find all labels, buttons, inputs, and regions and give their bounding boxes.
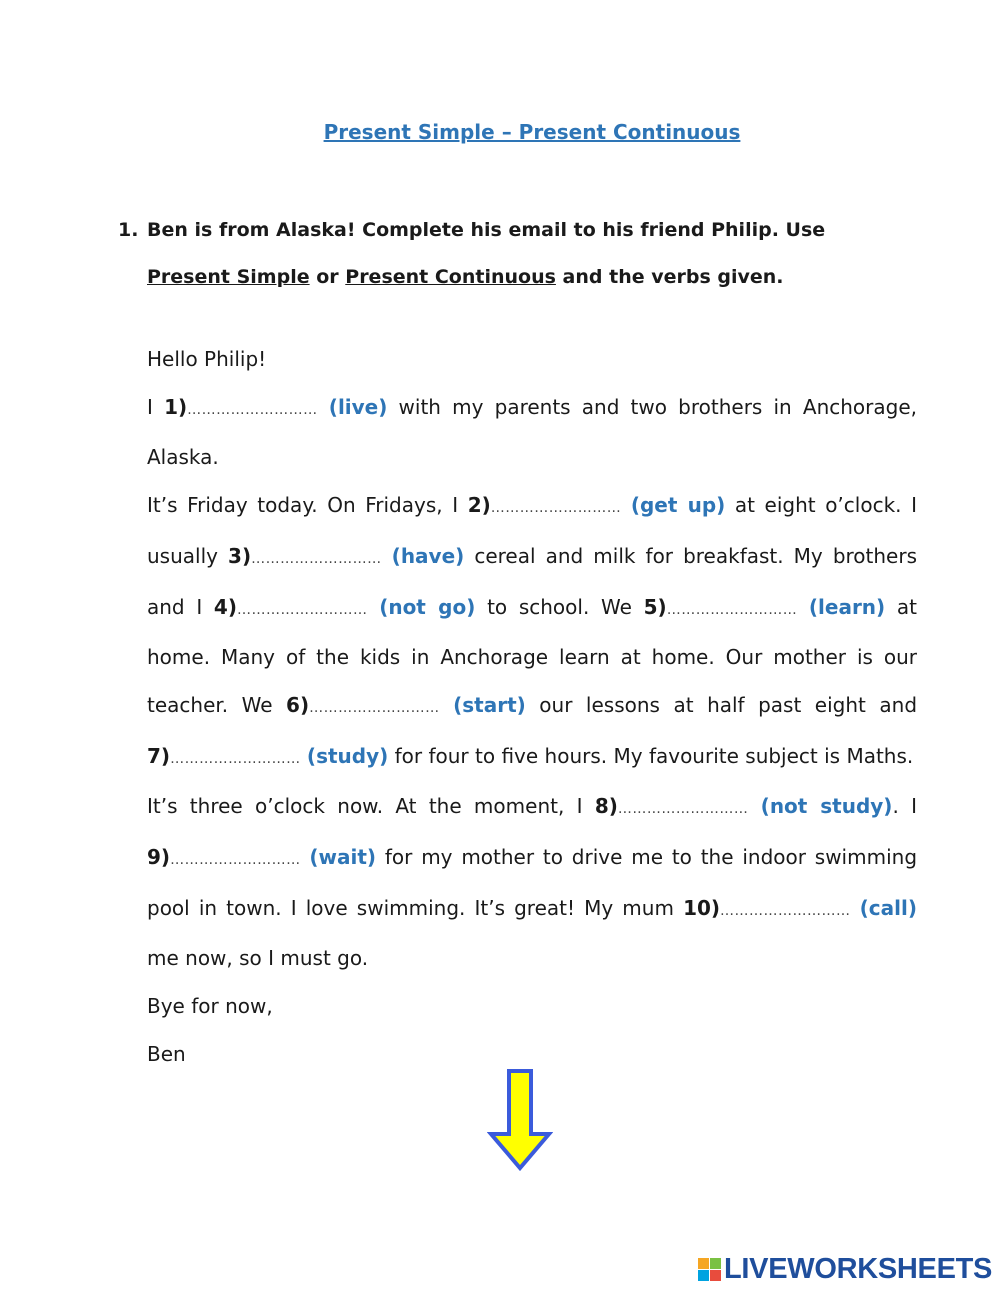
gap-number-2: 2) [467,493,491,518]
gap-number-5: 5) [643,594,667,619]
gap-blank-4[interactable]: ……………………… [236,601,368,618]
gap-number-3: 3) [228,543,252,568]
gap-number-10: 10) [683,895,721,920]
logo-block-orange [698,1258,709,1269]
gap-blank-5[interactable]: ……………………… [666,601,798,618]
gap-number-9: 9) [147,845,171,870]
verb-hint-10: (call) [859,895,917,920]
gap-number-7: 7) [147,743,171,768]
email-paragraph-2: It’s Friday today. On Fridays, I 2)……………………… (get up) at eight o’clock. I usually 3)……………………… (have) cereal and milk for breakfast. My brothers and I 4)……………………… (not go) to school. We 5)……………………… (learn) at home. Many of the kids in Anchorage learn at home. Our mother is our teacher. We 6)……………………… (start) our lessons at half past eight and 7)……………………… (study) for four to five hours. My favourite subject is Maths. [147,493,918,768]
gap-number-1: 1) [164,394,188,419]
verb-hint-1: (live) [328,394,388,419]
gap-blank-10[interactable]: ……………………… [720,902,851,919]
gap-number-4: 4) [213,594,237,619]
task-text [147,207,918,301]
gap-blank-9[interactable]: ……………………… [170,852,301,869]
verb-hint-5: (learn) [808,594,886,619]
task-rest: and the verbs given. [555,266,784,288]
email-signature: Ben [147,1041,186,1066]
gap-number-6: 6) [286,692,310,717]
logo-block-green [710,1258,721,1269]
email-paragraph-3: It’s three o’clock now. At the moment, I 8)……………………… (not study). I 9)……………………… (wait) for my mother to drive me to the indoor swimming pool in town. I love swimming. It’s great! My mum 10)……………………… (call) me now, so I must go. [147,794,918,971]
task-line-1: Ben is from Alaska! Complete his email to his friend Philip. Use [147,219,826,241]
tense-present-continuous: Present Continuous [345,266,556,288]
verb-hint-2: (get up) [630,493,726,518]
task-number: 1. [118,219,139,241]
verb-hint-4: (not go) [379,594,476,619]
logo-block-blue [698,1270,709,1281]
gap-blank-3[interactable]: ……………………… [251,550,382,567]
down-arrow-icon [487,1068,553,1172]
task-or: or [309,266,346,288]
verb-hint-3: (have) [391,543,465,568]
verb-hint-8: (not study) [760,794,893,819]
logo-blocks-icon [698,1258,721,1281]
gap-blank-1[interactable]: ……………………… [187,401,318,418]
email-greeting: Hello Philip! [147,347,267,371]
verb-hint-7: (study) [306,743,389,768]
verb-hint-6: (start) [453,692,526,717]
tense-present-simple: Present Simple [147,266,310,288]
logo-block-red [710,1270,721,1281]
email-closing: Bye for now, [147,994,273,1019]
liveworksheets-logo [698,1252,992,1286]
verb-hint-9: (wait) [309,845,377,870]
task-instruction [118,207,918,301]
email-letter [147,336,917,1079]
gap-blank-2[interactable]: ……………………… [490,500,622,517]
email-paragraph-1: I 1)……………………… (live) with my parents and two brothers in Anchorage, Alaska. [147,394,917,470]
gap-number-8: 8) [594,794,618,819]
gap-blank-6[interactable]: ……………………… [309,699,440,716]
gap-blank-8[interactable]: ……………………… [617,801,749,818]
worksheet-title: Present Simple – Present Continuous [323,120,741,144]
gap-blank-7[interactable]: ……………………… [170,750,301,767]
logo-text: LIVEWORKSHEETS [724,1252,993,1285]
